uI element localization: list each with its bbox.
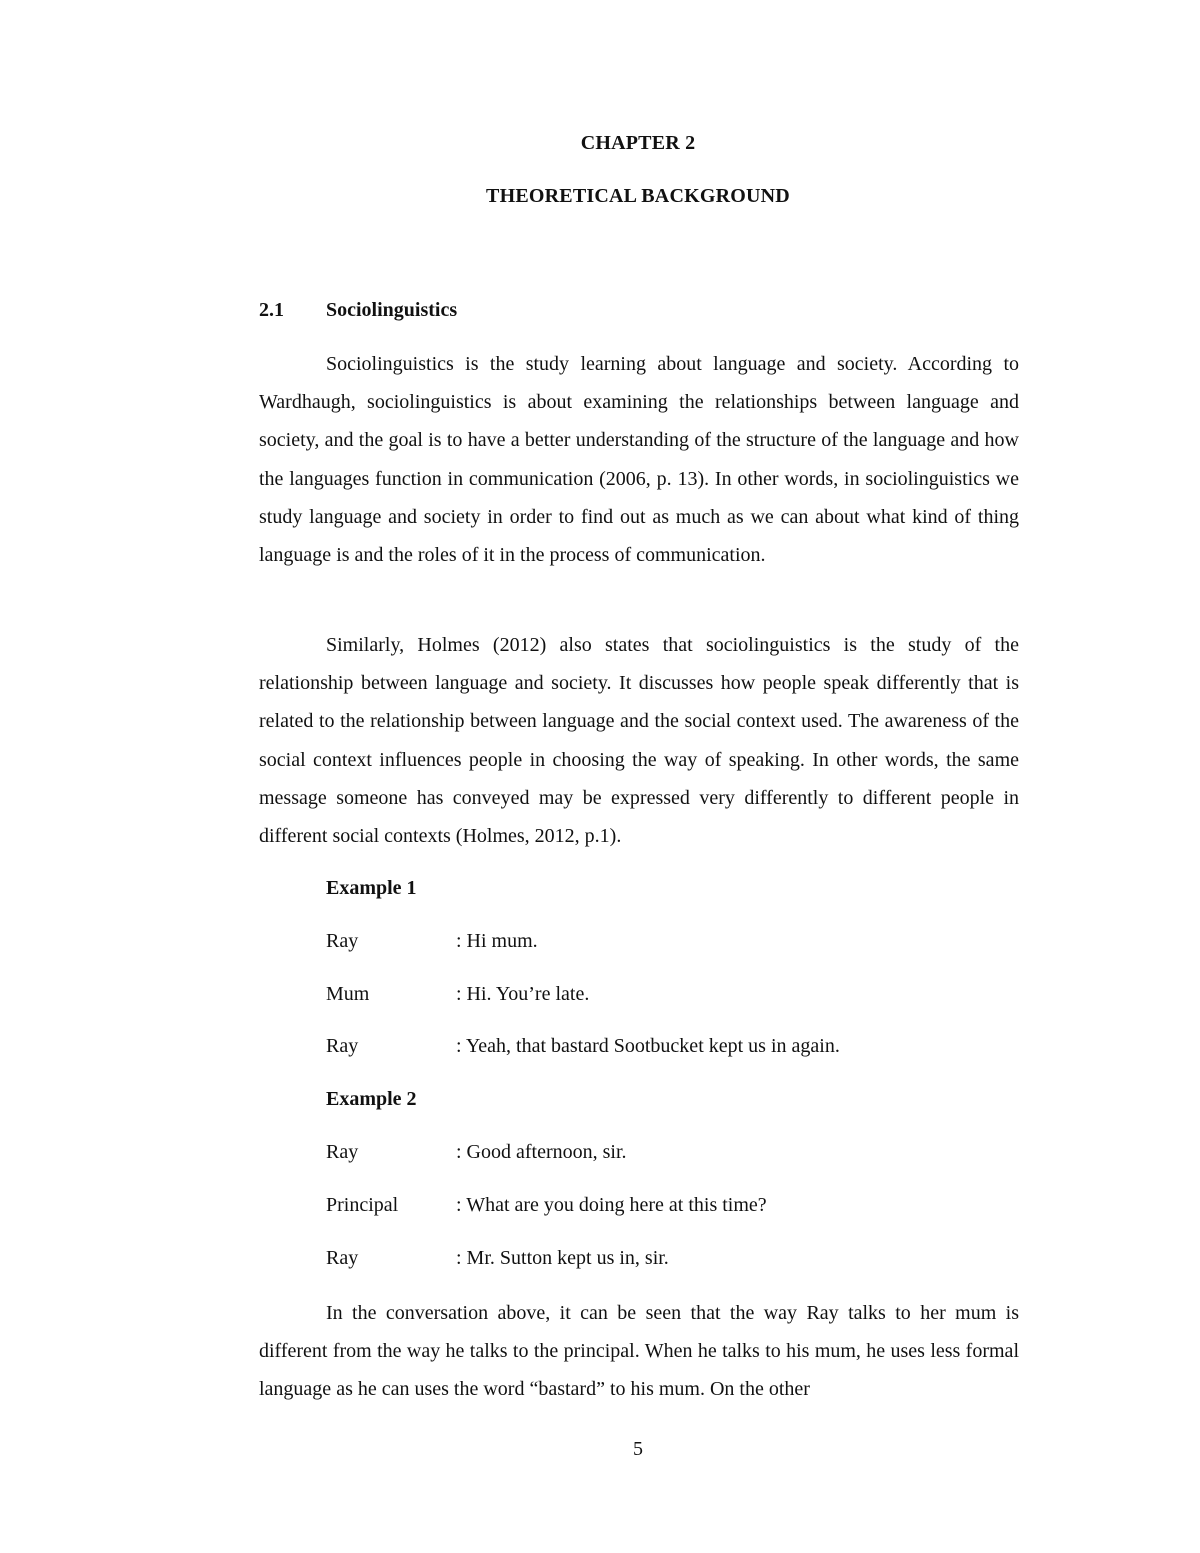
dialogue-line bbox=[326, 1141, 627, 1164]
dialogue-speaker: Ray bbox=[326, 930, 359, 952]
example-heading: Example 2 bbox=[326, 1088, 417, 1110]
page-number: 5 bbox=[633, 1438, 643, 1460]
paragraph-conversation-analysis: In the conversation above, it can be seen that the way Ray talks to her mum is different from the way he talks to the principal. When he talks to his mum, he uses less formal language as he can uses the word “bastard” to his mum. On the other bbox=[259, 1302, 1019, 1401]
dialogue-text: : Yeah, that bastard Sootbucket kept us in again. bbox=[456, 1035, 840, 1057]
paragraph-sociolinguistics-definition: Sociolinguistics is the study learning about language and society. According to Wardhaugh, sociolinguistics is about examining the relationships between language and society, and the goal is to have a better understanding of the structure of the language and how the languages function in communication (2006, p. 13). In other words, in sociolinguistics we study language and society in order to find out as much as we can about what kind of thing language is and the roles of it in the process of communication. bbox=[259, 353, 1019, 567]
dialogue-speaker: Ray bbox=[326, 1141, 359, 1163]
dialogue-speaker: Mum bbox=[326, 983, 370, 1005]
dialogue-line bbox=[326, 1247, 669, 1270]
dialogue-speaker: Principal bbox=[326, 1194, 399, 1216]
section-number: 2.1 bbox=[259, 299, 284, 321]
dialogue-speaker: Ray bbox=[326, 1035, 359, 1057]
dialogue-text: : Hi. You’re late. bbox=[456, 983, 590, 1005]
dialogue-text: : What are you doing here at this time? bbox=[456, 1194, 767, 1216]
dialogue-text: : Mr. Sutton kept us in, sir. bbox=[456, 1247, 669, 1269]
example-heading: Example 1 bbox=[326, 877, 417, 899]
dialogue-line bbox=[326, 1194, 767, 1217]
section-heading bbox=[259, 299, 457, 322]
dialogue-text: : Good afternoon, sir. bbox=[456, 1141, 627, 1163]
dialogue-line bbox=[326, 983, 589, 1006]
paragraph-holmes: Similarly, Holmes (2012) also states that sociolinguistics is the study of the relationship between language and society. It discusses how people speak differently that is related to the relationship between language and the social context used. The awareness of the social context influences people in choosing the way of speaking. In other words, the same message someone has conveyed may be expressed very differently to different people in different social contexts (Holmes, 2012, p.1). bbox=[259, 634, 1019, 848]
chapter-subtitle: THEORETICAL BACKGROUND bbox=[486, 185, 790, 207]
dialogue-line bbox=[326, 1035, 840, 1058]
chapter-title: CHAPTER 2 bbox=[580, 132, 696, 154]
dialogue-speaker: Ray bbox=[326, 1247, 359, 1269]
section-title: Sociolinguistics bbox=[326, 299, 458, 321]
dialogue-line bbox=[326, 930, 538, 953]
dialogue-text: : Hi mum. bbox=[456, 930, 538, 952]
